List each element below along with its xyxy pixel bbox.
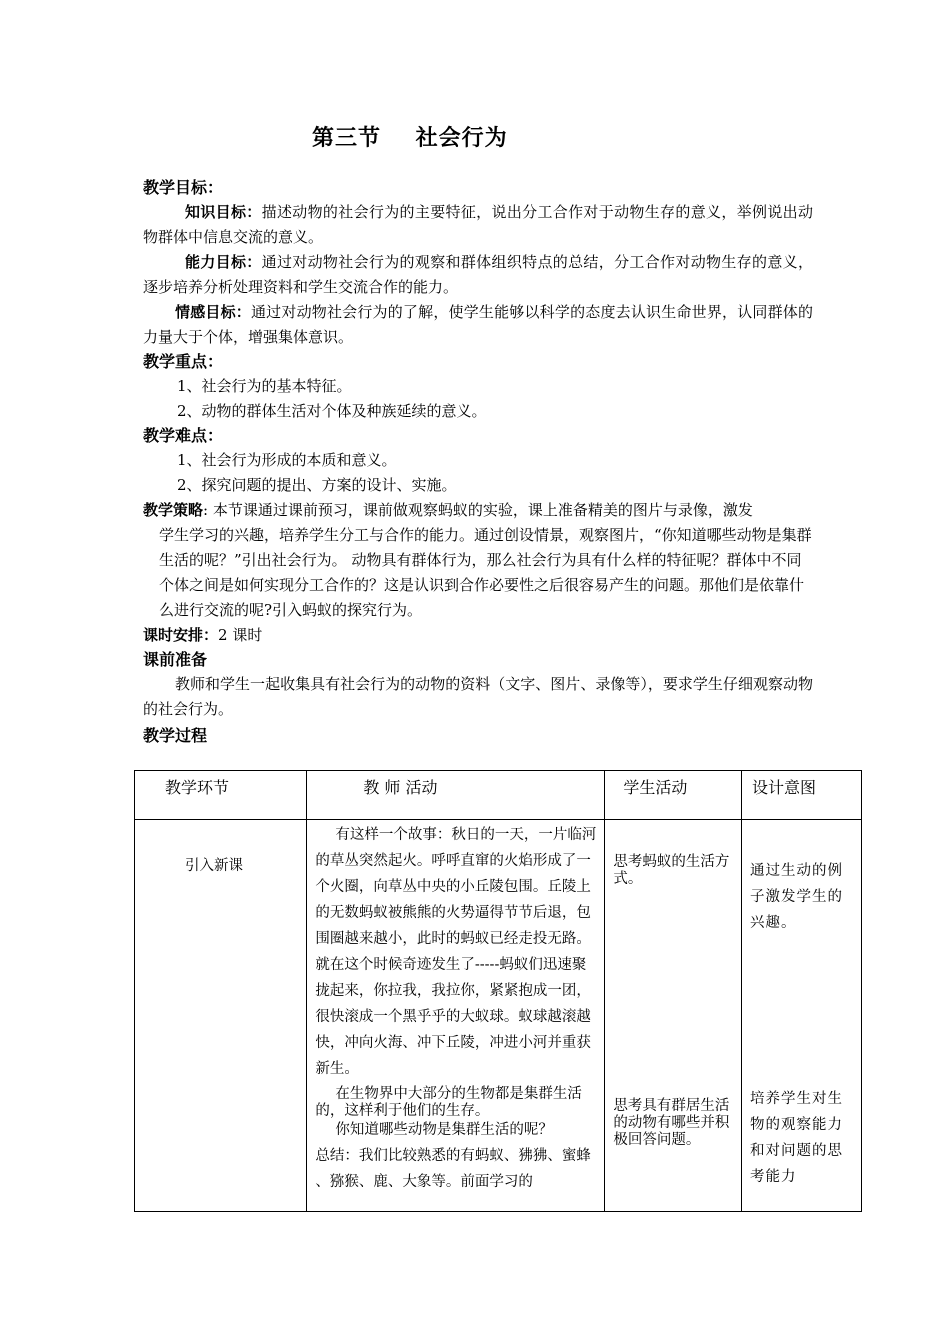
schedule-line — [143, 623, 813, 648]
header-stage: 教学环节 — [135, 771, 307, 820]
ability-label: 能力目标： — [185, 253, 262, 271]
knowledge-objective — [143, 200, 813, 250]
strategy-paragraph — [143, 498, 813, 623]
strategy-label: 教学策略 — [143, 501, 204, 519]
table-header-row — [135, 771, 862, 820]
knowledge-text: 描述动物的社会行为的主要特征，说出分工合作对于动物生存的意义，举例说出动物群体中信息交流的意义。 — [143, 203, 813, 246]
key-points-heading: 教学重点： — [143, 352, 224, 371]
difficulty-item: 1、社会行为形成的本质和意义。 — [177, 451, 397, 469]
process-heading: 教学过程 — [143, 726, 208, 745]
strategy-text: 学生学习的兴趣，培养学生分工与合作的能力。通过创设情景，观察图片，“你知道哪些动物是集群生活的呢？”引出社会行为。 动物具有群体行为，那么社会行为具有什么样的特征呢？群体中不同个体之间是如何实现分工合作的？这是认识到合作必要性之后很容易产生的问题。那他们是依靠什么进行交流的呢?引入蚂蚁的探究行为。 — [159, 526, 812, 619]
ability-text: 通过对动物社会行为的观察和群体组织特点的总结，分工合作对动物生存的意义，逐步培养分析处理资料和学生交流合作的能力。 — [143, 253, 813, 296]
stage-text: 引入新课 — [185, 858, 243, 874]
teacher-summary: 总结：我们比较熟悉的有蚂蚁、狒狒、蜜蜂 、猕猴、鹿、大象等。前面学习的 — [315, 1148, 591, 1190]
difficulties-heading: 教学难点： — [143, 426, 224, 445]
student-activity-2: 思考具有群居生活的动物有哪些并积极回答问题。 — [613, 1098, 730, 1148]
table-row — [135, 820, 862, 1212]
cell-student — [605, 820, 742, 1212]
header-student: 学生活动 — [605, 771, 742, 820]
teaching-process-table — [134, 770, 862, 1212]
header-intent: 设计意图 — [742, 771, 862, 820]
preparation-text: 教师和学生一起收集具有社会行为的动物的资料（文字、图片、录像等），要求学生仔细观察动物的社会行为。 — [143, 675, 813, 718]
student-activity-1: 思考蚂蚁的生活方式。 — [613, 854, 730, 887]
header-teacher: 教 师 活动 — [307, 771, 605, 820]
emotion-text: 通过对动物社会行为的了解，使学生能够以科学的态度去认识生命世界，认同群体的力量大于个体，增强集体意识。 — [143, 303, 813, 346]
strategy-first-line: : 本节课通过课前预习，课前做观察蚂蚁的实验，课上准备精美的图片与录像，激发 — [203, 501, 753, 519]
teacher-question: 你知道哪些动物是集群生活的呢？ — [335, 1122, 553, 1138]
key-point-item: 2、动物的群体生活对个体及种族延续的意义。 — [177, 402, 487, 420]
intent-1: 通过生动的例子激发学生的兴趣。 — [750, 863, 844, 931]
cell-teacher — [307, 820, 605, 1212]
cell-stage — [135, 820, 307, 1212]
ability-objective — [143, 250, 813, 300]
cell-intent — [742, 820, 862, 1212]
intent-2: 培养学生对生物的观察能力和对问题的思考能力 — [750, 1091, 844, 1185]
preparation-heading: 课前准备 — [143, 650, 208, 669]
lesson-body — [143, 176, 813, 748]
teacher-paragraph: 在生物界中大部分的生物都是集群生活的，这样利于他们的生存。 — [315, 1086, 582, 1119]
knowledge-label: 知识目标： — [185, 203, 262, 221]
objectives-heading: 教学目标： — [143, 178, 224, 197]
teacher-story: 有这样一个故事：秋日的一天，一片临河的草丛突然起火。呼呼直窜的火焰形成了一个火圈，向草丛中央的小丘陵包围。丘陵上的无数蚂蚁被熊熊的火势逼得节节后退，包围圈越来越小，此时的蚂蚁已经走投无路。就在这个时候奇迹发生了-----蚂蚁们迅速聚拢起来，你拉我，我拉你，紧紧抱成一团，很快滚成一个黑乎乎的大蚁球。蚁球越滚越快，冲向火海、冲下丘陵，冲进小河并重获新生。 — [315, 827, 597, 1077]
page-title: 第三节 社会行为 — [312, 126, 508, 151]
difficulty-item: 2、探究问题的提出、方案的设计、实施。 — [177, 476, 457, 494]
schedule-label: 课时安排： — [143, 626, 219, 644]
emotion-objective — [143, 300, 813, 350]
key-point-item: 1、社会行为的基本特征。 — [177, 377, 352, 395]
emotion-label: 情感目标： — [175, 303, 251, 321]
schedule-value: 2 课时 — [218, 626, 263, 644]
